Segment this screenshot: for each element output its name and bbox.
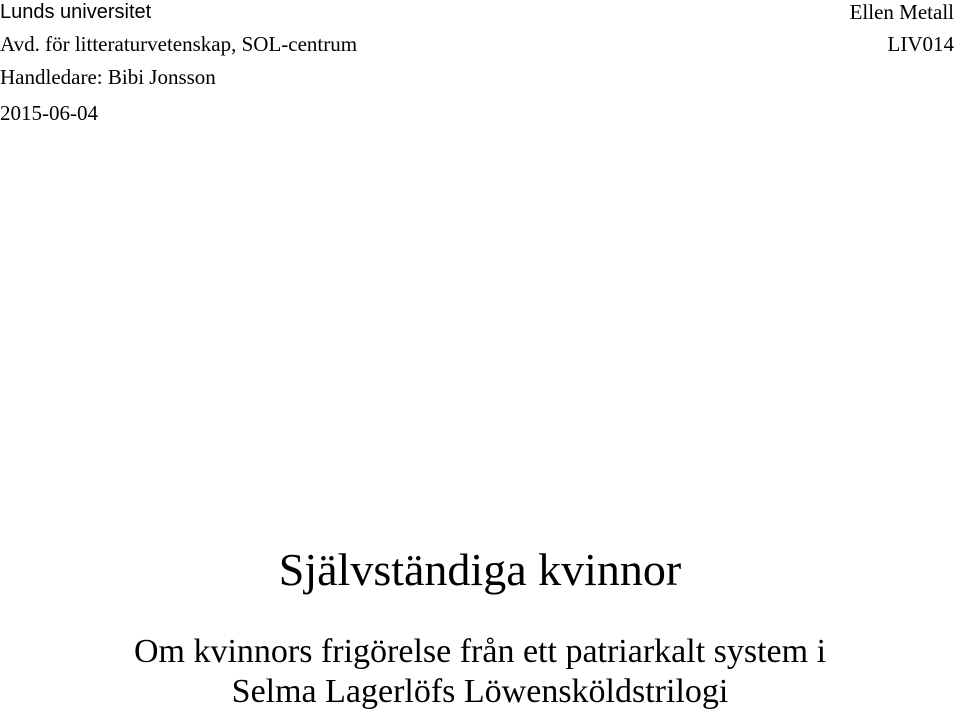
document-subtitle (0, 632, 960, 712)
course-code: LIV014 (887, 32, 954, 56)
subtitle-line-2: Selma Lagerlöfs Löwensköldstrilogi (231, 673, 729, 710)
university-name: Lunds universitet (0, 1, 152, 23)
document-title: Självständiga kvinnor (278, 544, 682, 595)
department-name: Avd. för litteraturvetenskap, SOL-centrum (0, 32, 358, 56)
supervisor-line: Handledare: Bibi Jonsson (0, 65, 216, 89)
date-line: 2015-06-04 (0, 101, 98, 125)
subtitle-line-1: Om kvinnors frigörelse från ett patriarkalt system i (133, 633, 827, 670)
author-name: Ellen Metall (849, 0, 954, 24)
